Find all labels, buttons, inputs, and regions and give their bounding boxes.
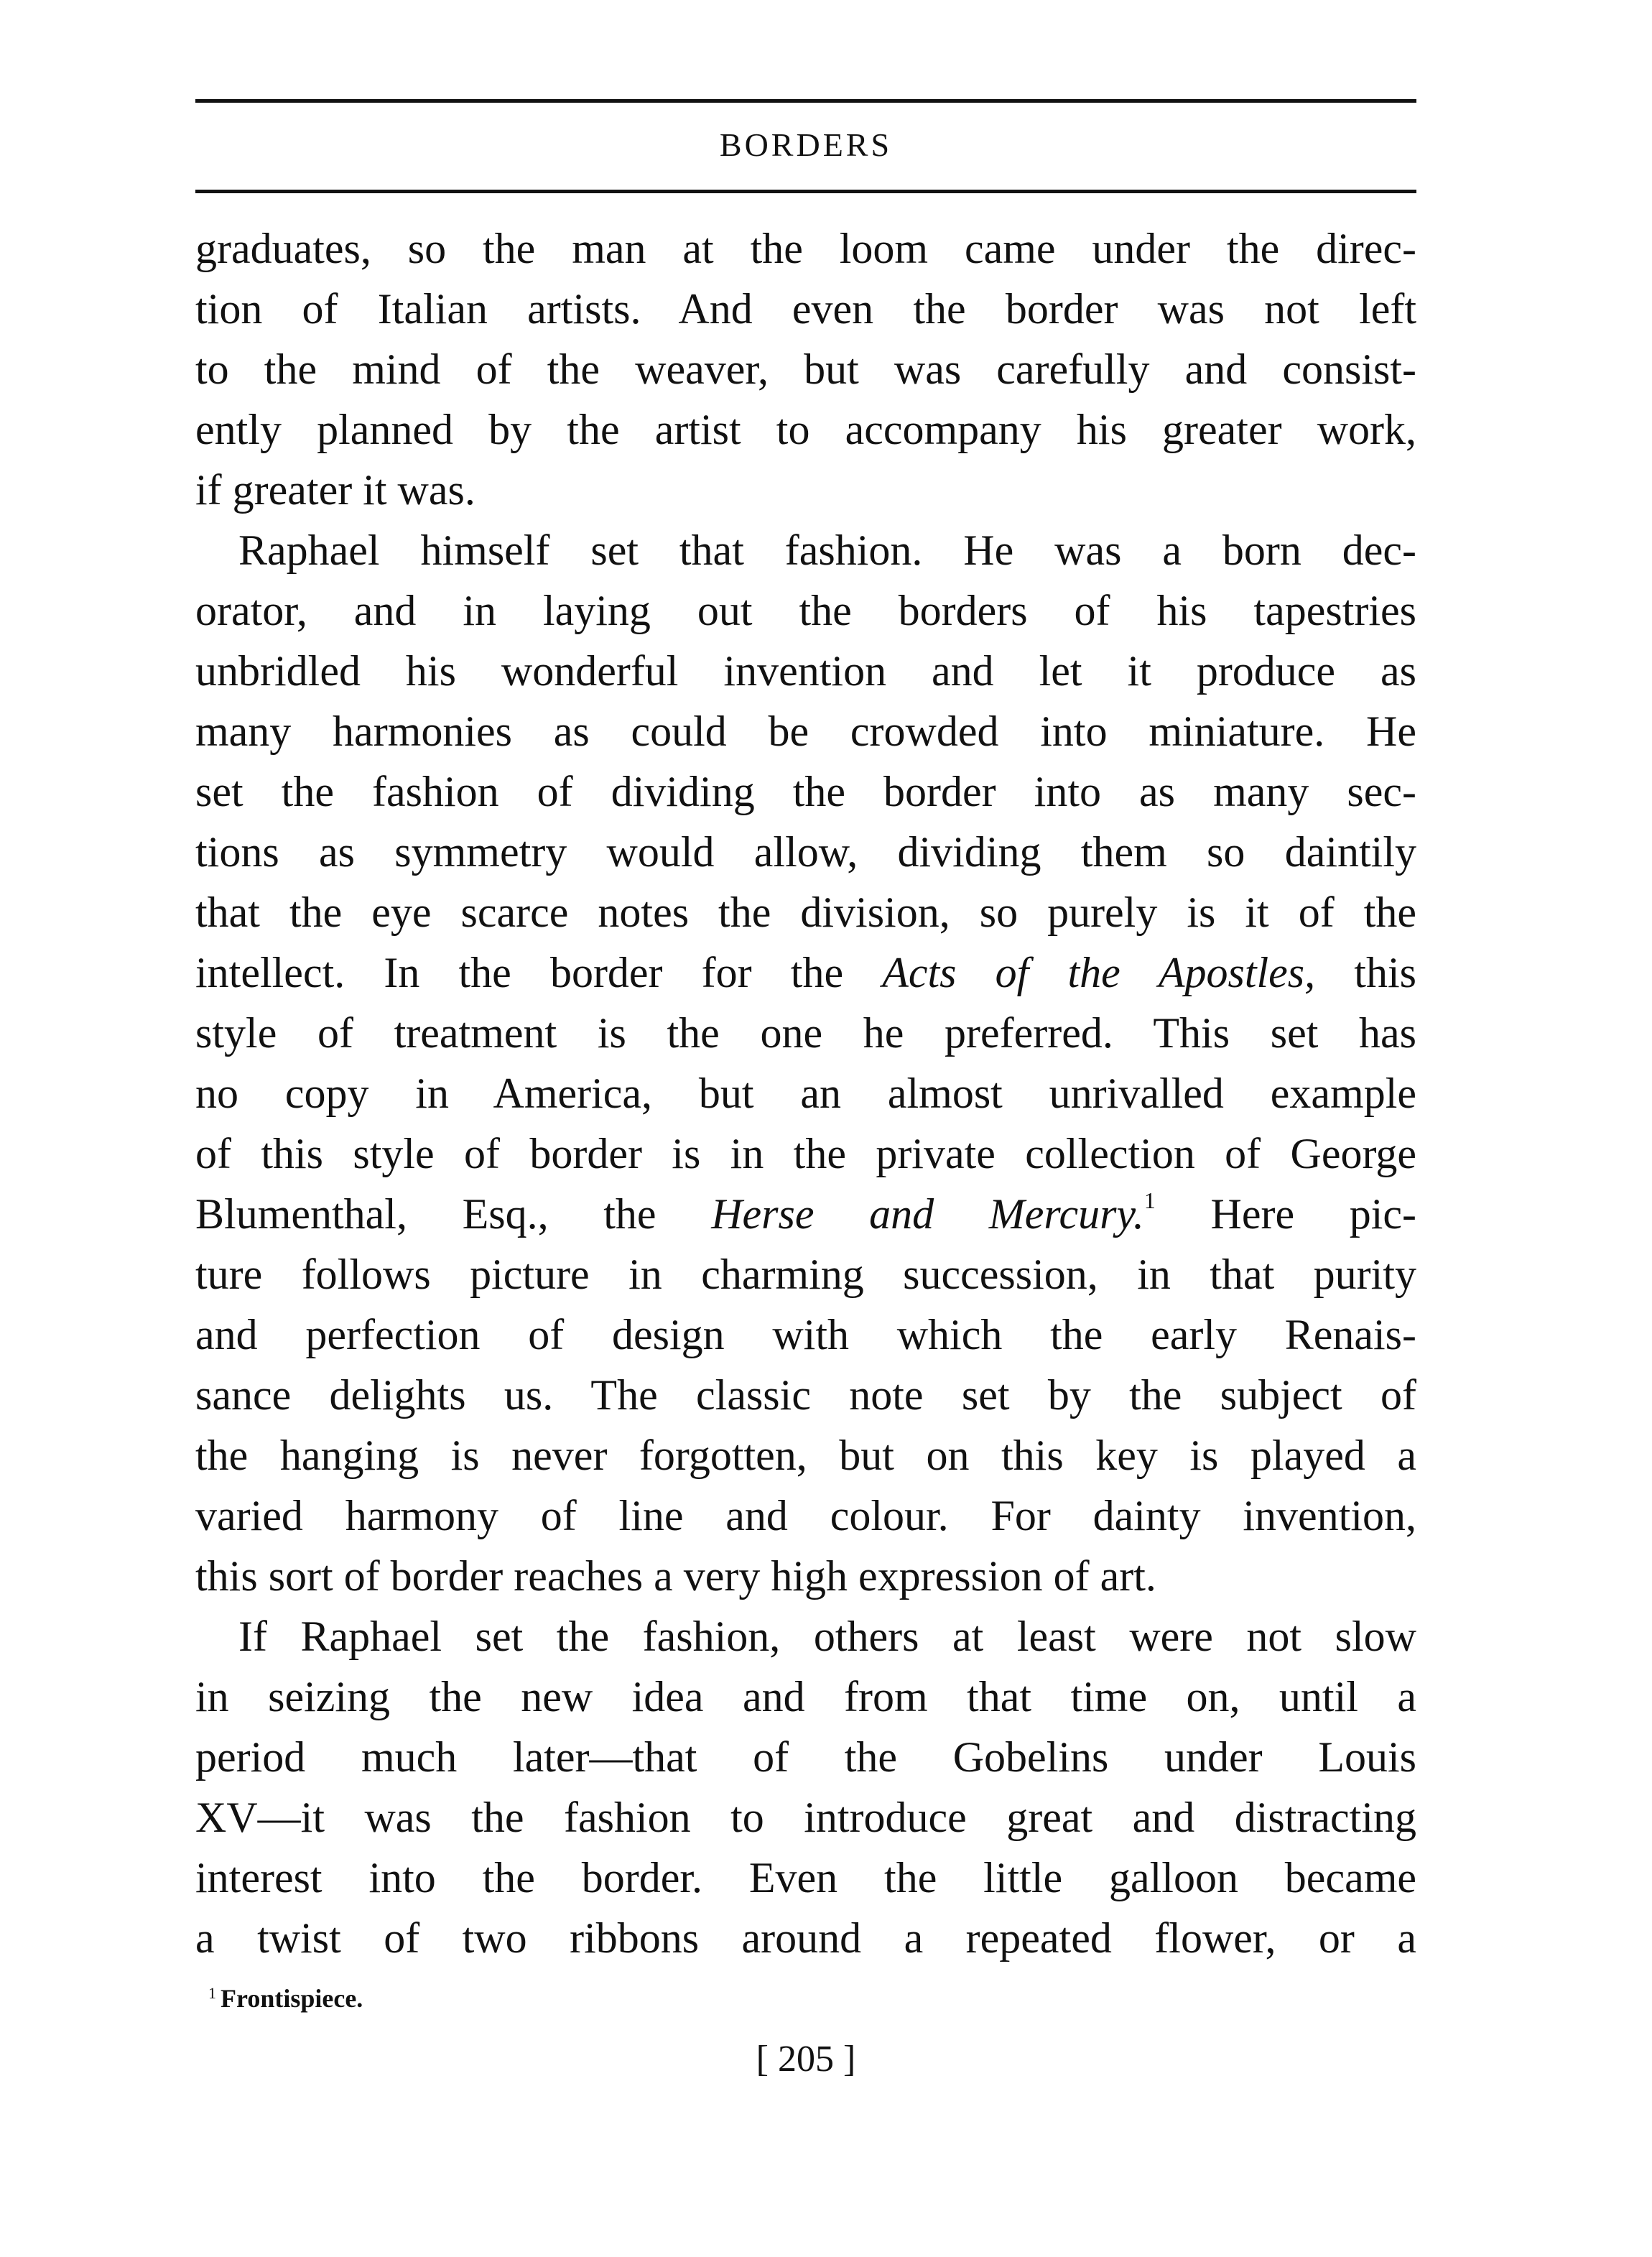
- footnote-marker: 1: [208, 1984, 216, 2002]
- text-line: this sort of border reaches a very high expression of art.: [195, 1552, 1156, 1600]
- footnote-text: Frontispiece.: [221, 1984, 363, 2013]
- text-line: [195, 1184, 1416, 1244]
- text-line: that the eye scarce notes the division, so purely is it of the: [195, 889, 1416, 936]
- text-line: a twist of two ribbons around a repeated flower, or a: [195, 1914, 1416, 1962]
- italic-title: Herse and Mercury.: [711, 1190, 1144, 1238]
- text-segment: this: [1315, 949, 1416, 996]
- text-line: if greater it was.: [195, 466, 475, 514]
- text-line: Raphael himself set that fashion. He was a born dec-: [238, 527, 1416, 574]
- header-rule-top: [195, 99, 1416, 103]
- italic-title: Acts of the Apostles,: [882, 949, 1316, 996]
- text-line: in seizing the new idea and from that time on, until a: [195, 1673, 1416, 1720]
- text-line: orator, and in laying out the borders of his tapestries: [195, 587, 1416, 634]
- text-line: tions as symmetry would allow, dividing them so daintily: [195, 828, 1416, 876]
- text-line: graduates, so the man at the loom came under the direc-: [195, 225, 1416, 272]
- running-head: BORDERS: [719, 126, 893, 163]
- text-line: unbridled his wonderful invention and let it produce as: [195, 647, 1416, 695]
- footnote-reference[interactable]: 1: [1143, 1187, 1156, 1213]
- text-line: ently planned by the artist to accompany his greater work,: [195, 406, 1416, 453]
- text-segment: Blumenthal, Esq., the: [195, 1190, 712, 1238]
- text-line: of this style of border is in the private collection of George: [195, 1130, 1416, 1177]
- page-number: [ 205 ]: [756, 2039, 856, 2080]
- text-line: to the mind of the weaver, but was carefully and consist-: [195, 346, 1416, 393]
- footnote: [208, 1981, 363, 2016]
- text-line: XV—it was the fashion to introduce great and distracting: [195, 1794, 1416, 1841]
- text-line: the hanging is never forgotten, but on this key is played a: [195, 1432, 1416, 1479]
- text-line: tion of Italian artists. And even the border was not left: [195, 285, 1416, 333]
- text-line: varied harmony of line and colour. For dainty invention,: [195, 1492, 1416, 1539]
- text-line: and perfection of design with which the early Renais-: [195, 1311, 1416, 1358]
- text-segment: Here pic-: [1155, 1190, 1417, 1238]
- text-segment: intellect. In the border for the: [195, 949, 883, 996]
- text-line: sance delights us. The classic note set by the subject of: [195, 1371, 1416, 1419]
- body-text: [195, 218, 1416, 1968]
- header-rule-bottom: [195, 190, 1416, 193]
- book-page: [195, 0, 1416, 2257]
- text-line: ture follows picture in charming succession, in that purity: [195, 1251, 1416, 1298]
- text-line: period much later—that of the Gobelins under Louis: [195, 1733, 1416, 1781]
- text-line: interest into the border. Even the little galloon became: [195, 1854, 1416, 1901]
- text-line: set the fashion of dividing the border into as many sec-: [195, 768, 1416, 815]
- text-line: many harmonies as could be crowded into miniature. He: [195, 708, 1416, 755]
- text-line: no copy in America, but an almost unrivalled example: [195, 1070, 1416, 1117]
- text-line: [195, 942, 1416, 1003]
- text-line: If Raphael set the fashion, others at least were not slow: [238, 1613, 1416, 1660]
- text-line: style of treatment is the one he preferred. This set has: [195, 1009, 1416, 1057]
